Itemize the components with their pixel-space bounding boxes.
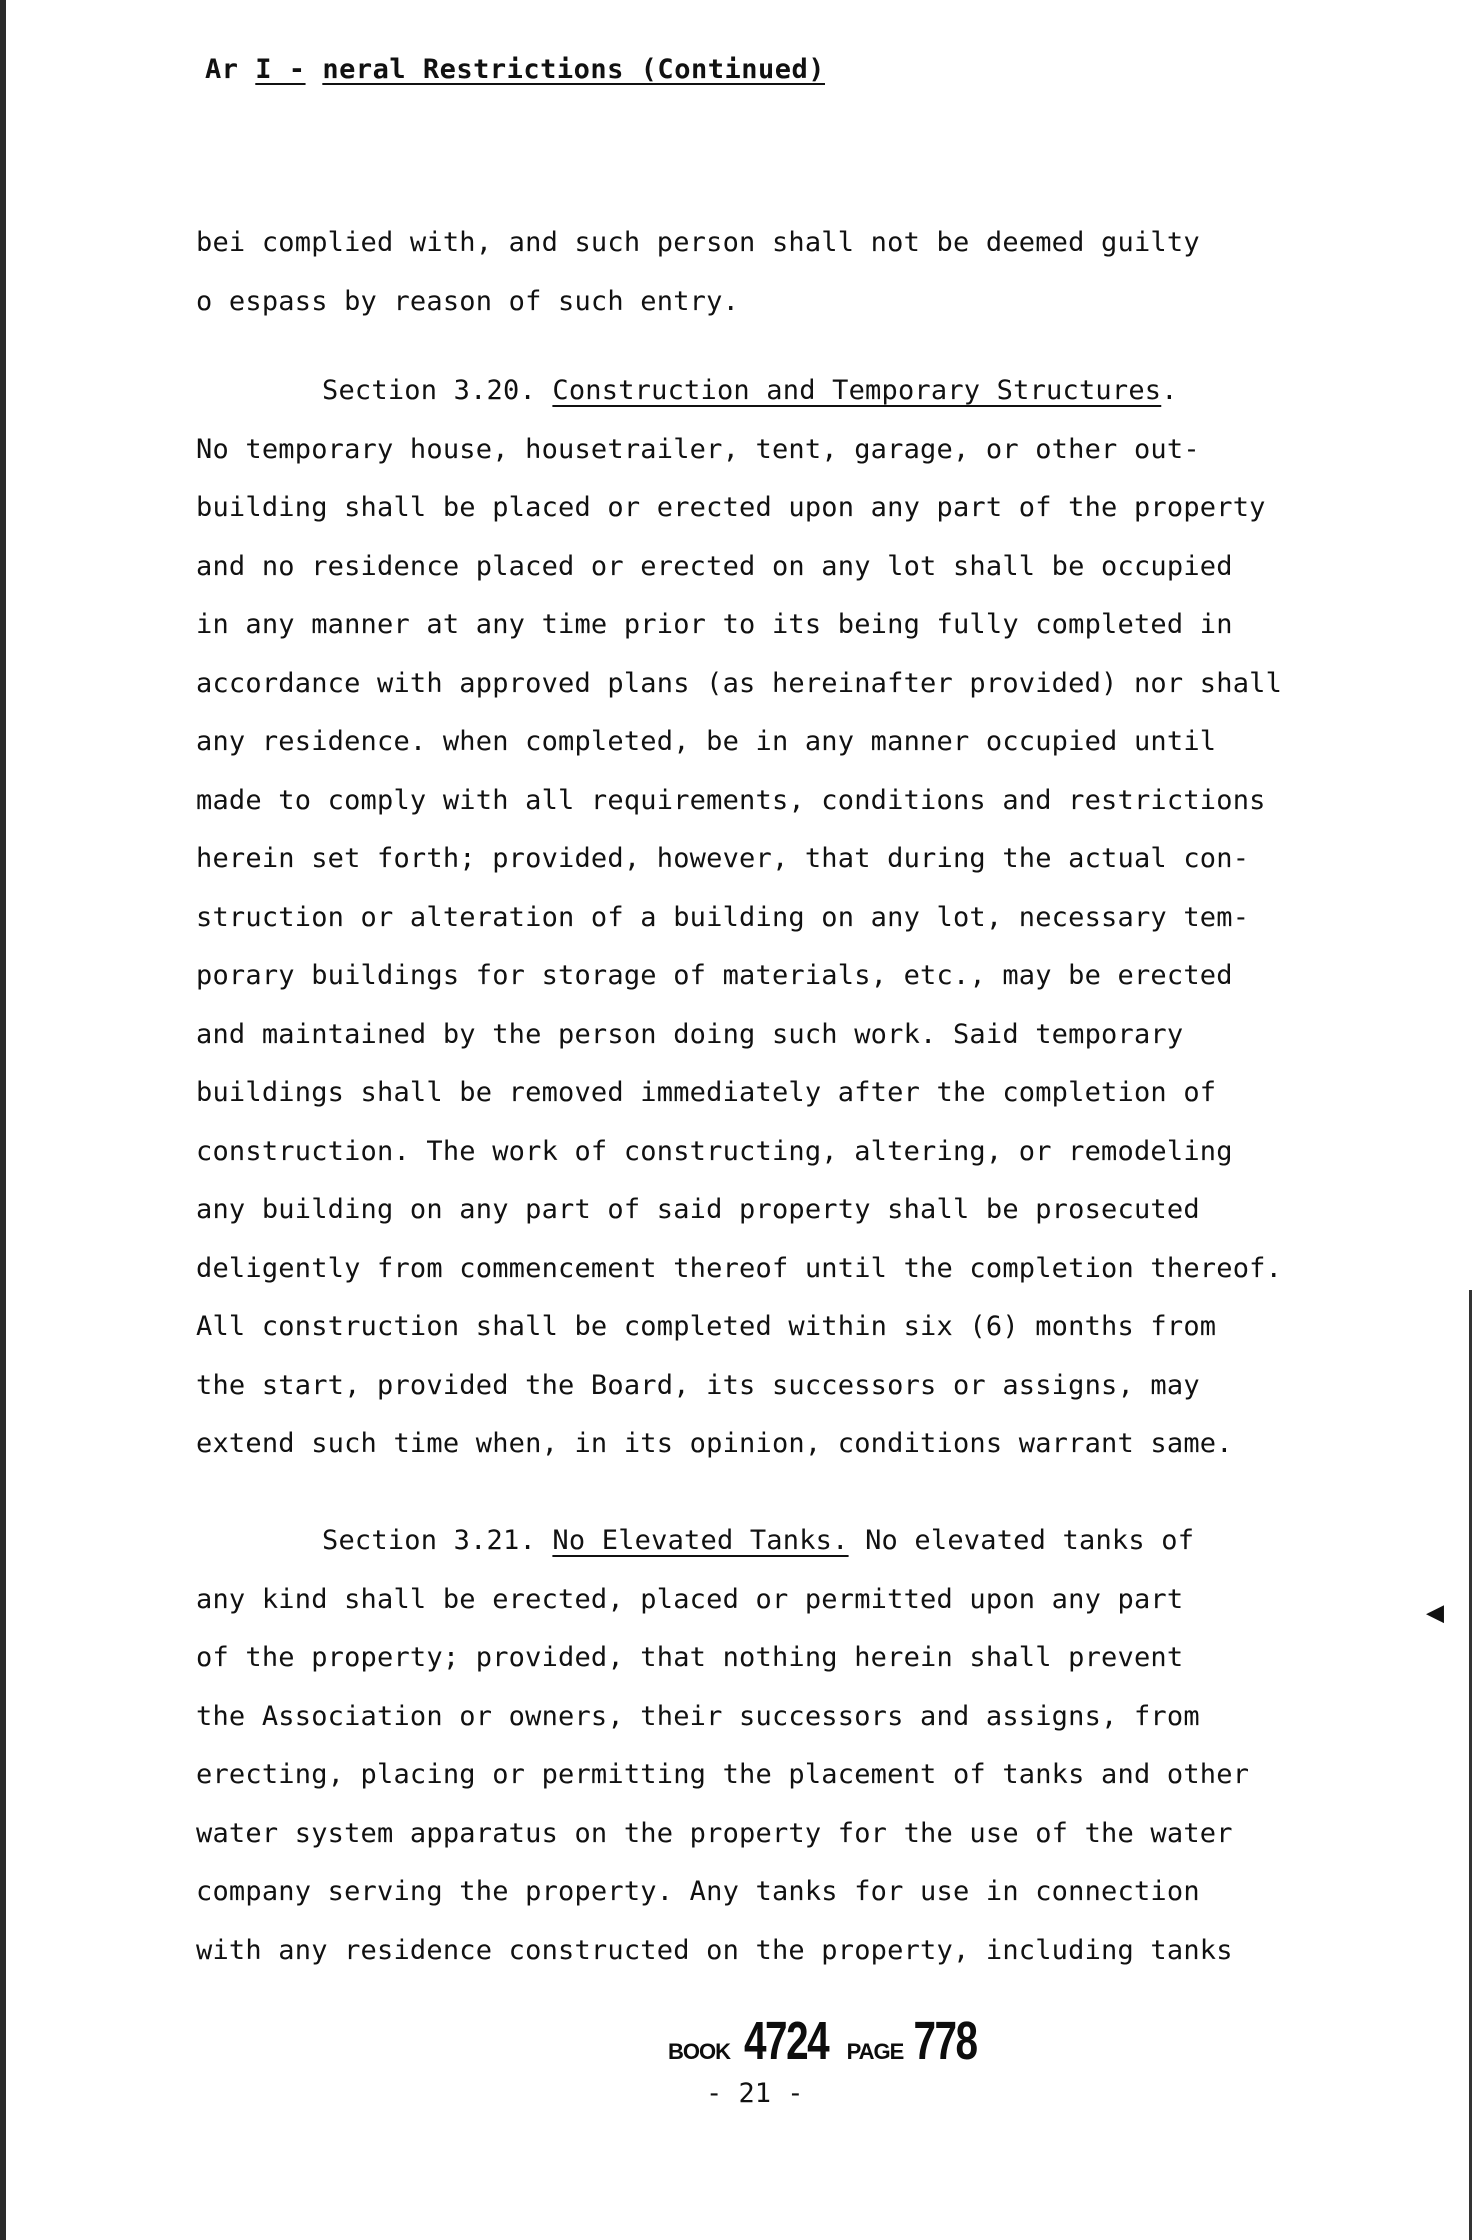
text-line: extend such time when, in its opinion, conditions warrant same.	[196, 1428, 1233, 1459]
text-line: construction. The work of constructing, altering, or remodeling	[196, 1135, 1233, 1167]
header-article: I -	[255, 54, 306, 85]
text-line: any kind shall be erected, placed or permitted upon any part	[196, 1583, 1184, 1615]
page-number: - 21 -	[706, 2078, 804, 2109]
text-line: accordance with approved plans (as hereinafter provided) nor shall	[196, 667, 1283, 699]
text-line: porary buildings for storage of materials, etc., may be erected	[196, 960, 1233, 991]
section-heading	[196, 362, 1356, 421]
text-line: with any residence constructed on the property, including tanks	[196, 1934, 1233, 1966]
scan-left-edge	[0, 0, 6, 2240]
header-title: neral Restrictions (Continued)	[322, 54, 825, 85]
section-title: Construction and Temporary Structures	[552, 375, 1162, 406]
margin-arrow-icon: ◀	[1426, 1595, 1445, 1630]
text-line: any residence. when completed, be in any manner occupied until	[196, 726, 1217, 757]
text-line: made to comply with all requirements, conditions and restrictions	[196, 784, 1266, 816]
text-line: o espass by reason of such entry.	[196, 285, 740, 317]
section-number: Section 3.20.	[322, 375, 536, 406]
section-3-21	[196, 1512, 1356, 1980]
book-page-stamp	[668, 2010, 987, 2072]
text-line: building shall be placed or erected upon any part of the property	[196, 492, 1266, 523]
text-line: company serving the property. Any tanks for use in connection	[196, 1876, 1200, 1907]
page-reference: 778	[913, 2011, 977, 2071]
text-line: any building on any part of said property shall be prosecuted	[196, 1194, 1200, 1225]
text-line: bei complied with, and such person shall not be deemed guilty	[196, 227, 1200, 258]
text-line: in any manner at any time prior to its being fully completed in	[196, 609, 1233, 640]
text-line: struction or alteration of a building on any lot, necessary tem-	[196, 901, 1250, 933]
text-line: the start, provided the Board, its successors or assigns, may	[196, 1369, 1200, 1401]
text-line: and no residence placed or erected on any lot shall be occupied	[196, 550, 1233, 582]
text-line: buildings shall be removed immediately after the completion of	[196, 1077, 1217, 1108]
section-heading	[196, 1512, 1356, 1571]
page-label: PAGE	[846, 2039, 904, 2064]
section-number: Section 3.21.	[322, 1525, 536, 1556]
text-line: water system apparatus on the property for the use of the water	[196, 1817, 1233, 1849]
continuation-paragraph	[196, 214, 1356, 331]
text-line-rest: No elevated tanks of	[865, 1525, 1195, 1556]
text-line: of the property; provided, that nothing herein shall prevent	[196, 1642, 1184, 1673]
text-line: deligently from commencement thereof until the completion thereof.	[196, 1252, 1283, 1284]
text-line: herein set forth; provided, however, that during the actual con-	[196, 843, 1250, 874]
text-line: and maintained by the person doing such work. Said temporary	[196, 1018, 1184, 1050]
section-3-20	[196, 362, 1356, 1474]
text-line: All construction shall be completed within six (6) months from	[196, 1311, 1217, 1342]
text-line: erecting, placing or permitting the placement of tanks and other	[196, 1759, 1250, 1790]
header-prefix: Ar	[205, 54, 239, 85]
text-line: the Association or owners, their successors and assigns, from	[196, 1700, 1200, 1732]
book-label: BOOK	[668, 2039, 730, 2064]
section-title: No Elevated Tanks.	[552, 1525, 849, 1556]
text-line: No temporary house, housetrailer, tent, garage, or other out-	[196, 433, 1200, 465]
page-header	[205, 54, 825, 85]
book-number: 4724	[744, 2011, 829, 2071]
section-title-end: .	[1161, 375, 1178, 406]
